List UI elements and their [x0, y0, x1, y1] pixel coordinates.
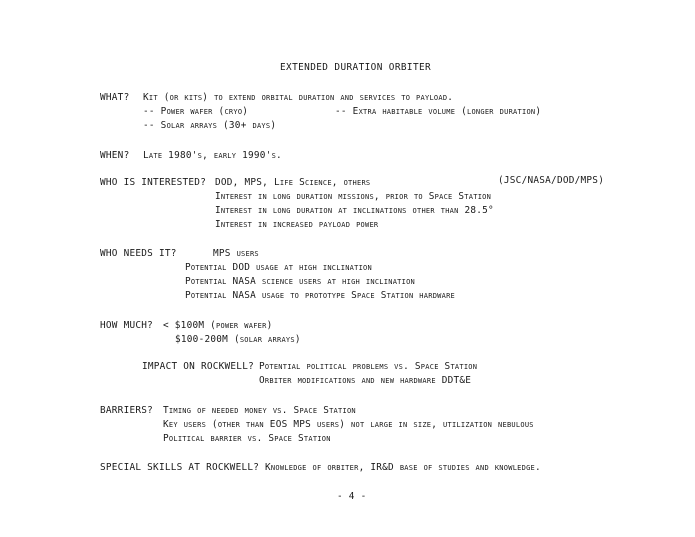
barriers-line-1: Timing of needed money vs. Space Station — [163, 405, 356, 416]
who-needs-line-1: MPS users — [213, 248, 259, 259]
who-interested-line-1: DOD, MPS, Life Science, others — [215, 177, 371, 188]
what-item-habitable-volume: -- Extra habitable volume (longer duration) — [335, 106, 542, 117]
who-interested-label: WHO IS INTERESTED? — [100, 177, 207, 188]
impact-line-1: Potential political problems vs. Space Station — [259, 361, 478, 372]
who-needs-label: WHO NEEDS IT? — [100, 248, 177, 259]
barriers-line-3: Political barrier vs. Space Station — [163, 433, 331, 444]
how-much-line-2: $100-200M (solar arrays) — [175, 334, 301, 345]
special-skills-text: Knowledge of orbiter, IR&D base of studies and knowledge. — [265, 462, 541, 473]
document-title: EXTENDED DURATION ORBITER — [280, 62, 432, 73]
what-item-solar-arrays: -- Solar arrays (30+ days) — [143, 120, 277, 131]
who-interested-line-4: Interest in increased payload power — [215, 219, 379, 230]
what-description: Kit (or kits) to extend orbital duration and services to payload. — [143, 92, 454, 103]
how-much-label: HOW MUCH? — [100, 320, 154, 331]
who-interested-line-3: Interest in long duration at inclinations other than 28.5° — [215, 205, 494, 216]
who-interested-orgs: (JSC/NASA/DOD/MPS) — [498, 175, 605, 186]
when-label: WHEN? — [100, 150, 130, 161]
who-interested-line-2: Interest in long duration missions, prior to Space Station — [215, 191, 492, 202]
impact-label: IMPACT ON ROCKWELL? — [142, 361, 254, 372]
when-text: Late 1980's, early 1990's. — [143, 150, 282, 161]
who-needs-line-2: Potential DOD usage at high inclination — [185, 262, 372, 273]
who-needs-line-3: Potential NASA science users at high inclination — [185, 276, 416, 287]
what-label: WHAT? — [100, 92, 130, 103]
who-needs-line-4: Potential NASA usage to prototype Space Station hardware — [185, 290, 456, 301]
what-item-power-wafer: -- Power wafer (cryo) — [143, 106, 249, 117]
how-much-line-1: < $100M (power wafer) — [163, 320, 273, 331]
barriers-line-2: Key users (other than EOS MPS users) not large in size, utilization nebulous — [163, 419, 534, 430]
page-number: - 4 - — [337, 491, 367, 502]
barriers-label: BARRIERS? — [100, 405, 154, 416]
impact-line-2: Orbiter modifications and new hardware DDT&E — [259, 375, 472, 386]
special-skills-label: SPECIAL SKILLS AT ROCKWELL? — [100, 462, 260, 473]
